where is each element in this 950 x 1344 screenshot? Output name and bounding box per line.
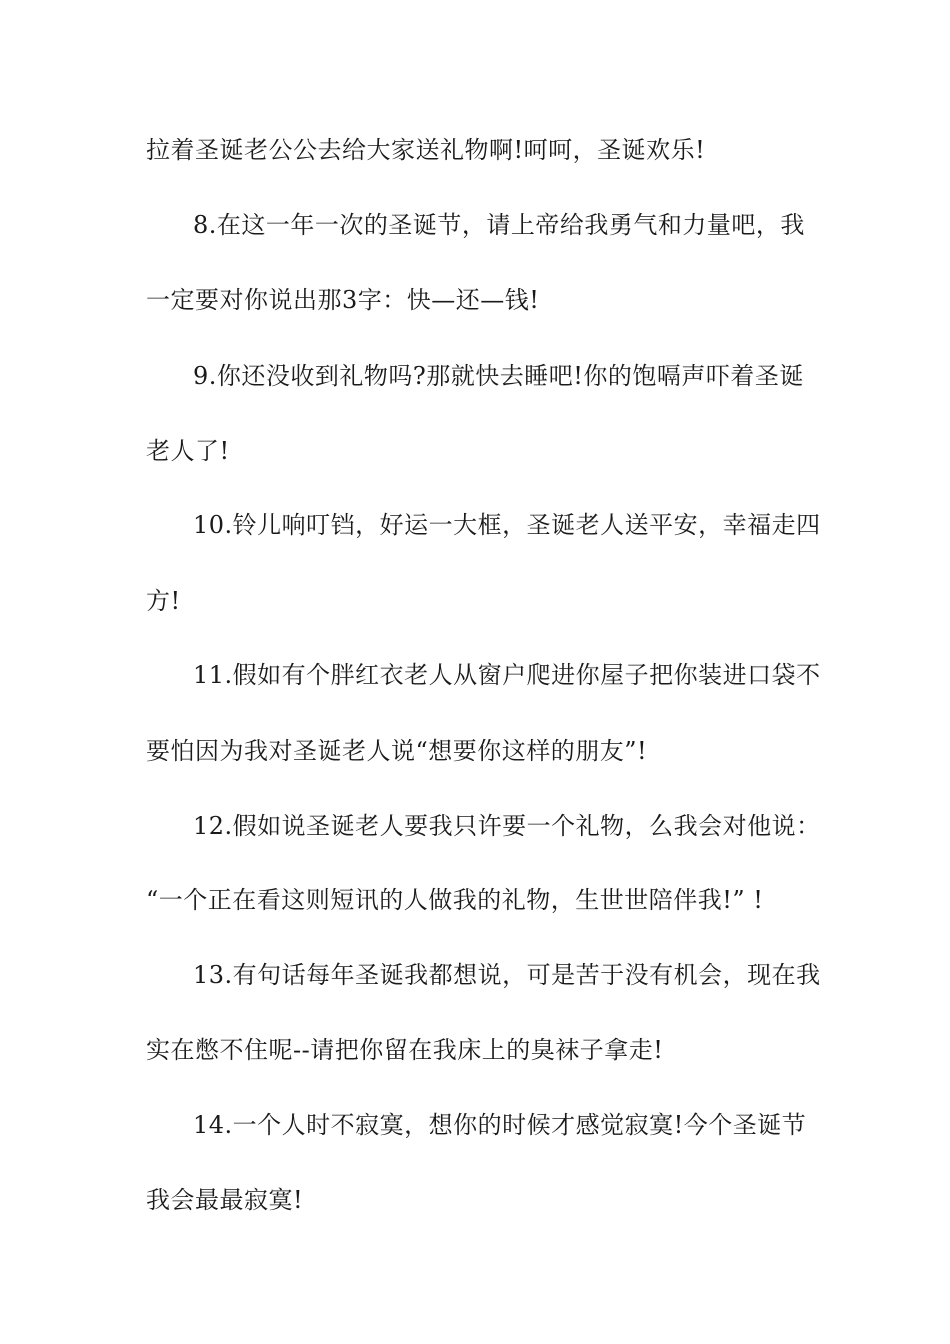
text-line-5: 老人了! [146, 437, 230, 465]
text-line-13: 实在憋不住呢--请把你留在我床上的臭袜子拿走! [146, 1036, 664, 1064]
text-line-1: 拉着圣诞老公公去给大家送礼物啊!呵呵，圣诞欢乐! [146, 136, 706, 164]
text-line-6: 10.铃儿响叮铛，好运一大框，圣诞老人送平安，幸福走四 [193, 511, 821, 539]
text-line-15: 我会最最寂寞! [146, 1186, 304, 1214]
text-line-12: 13.有句话每年圣诞我都想说，可是苦于没有机会，现在我 [193, 961, 821, 989]
text-line-11: “一个正在看这则短讯的人做我的礼物，生世世陪伴我!” ! [146, 886, 764, 914]
text-line-9: 要怕因为我对圣诞老人说“想要你这样的朋友”! [146, 737, 648, 765]
text-line-8: 11.假如有个胖红衣老人从窗户爬进你屋子把你装进口袋不 [193, 661, 821, 689]
text-line-10: 12.假如说圣诞老人要我只许要一个礼物，么我会对他说： [193, 812, 821, 840]
text-line-14: 14.一个人时不寂寞，想你的时候才感觉寂寞!今个圣诞节 [193, 1111, 807, 1139]
text-line-7: 方! [146, 587, 181, 615]
text-line-4: 9.你还没收到礼物吗?那就快去睡吧!你的饱嗝声吓着圣诞 [193, 362, 804, 390]
text-line-2: 8.在这一年一次的圣诞节，请上帝给我勇气和力量吧，我 [193, 211, 805, 239]
text-line-3: 一定要对你说出那3字：快—还—钱! [146, 286, 540, 314]
